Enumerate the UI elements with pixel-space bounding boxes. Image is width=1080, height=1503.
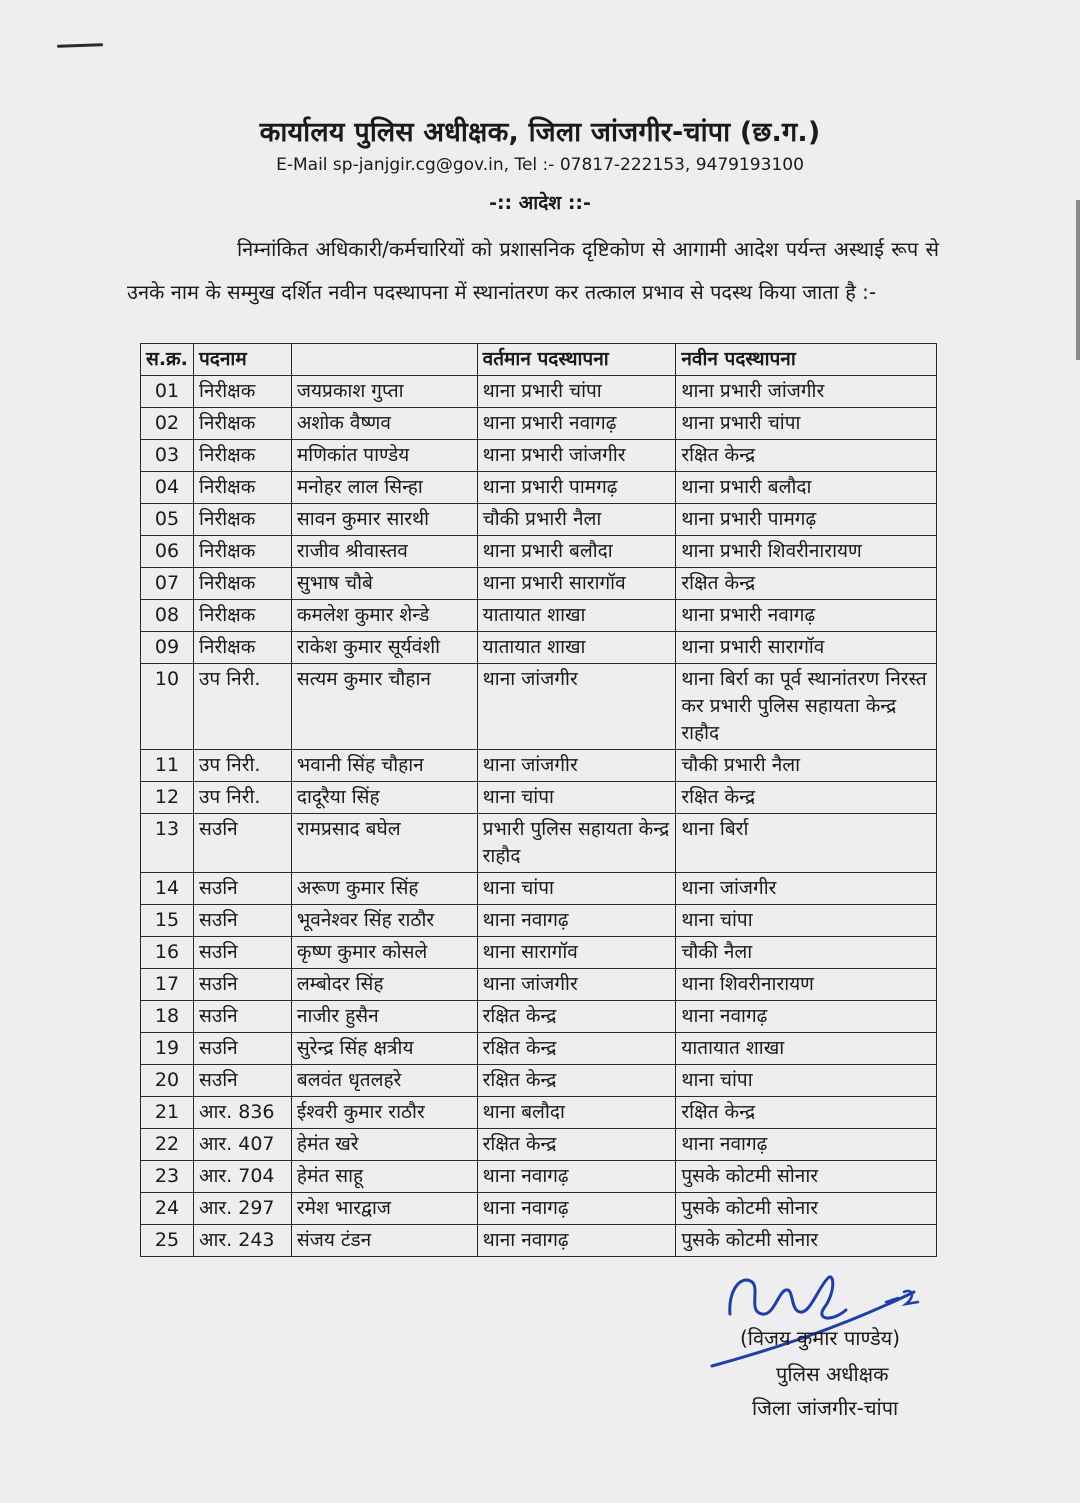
designation: निरीक्षक <box>193 504 291 536</box>
officer-name: कमलेश कुमार शेन्डे <box>291 600 477 632</box>
officer-name: सावन कुमार सारथी <box>291 504 477 536</box>
current-posting: रक्षित केन्द्र <box>477 1129 676 1161</box>
table-row <box>141 873 937 905</box>
new-posting: थाना प्रभारी शिवरीनारायण <box>676 536 937 568</box>
designation: निरीक्षक <box>193 568 291 600</box>
table-row <box>141 408 937 440</box>
new-posting: पुसके कोटमी सोनार <box>676 1161 937 1193</box>
table-row <box>141 782 937 814</box>
serial-number: 22 <box>141 1129 194 1161</box>
current-posting: थाना नवागढ़ <box>477 1193 676 1225</box>
designation: आर. 836 <box>193 1097 291 1129</box>
header-name <box>291 344 477 376</box>
serial-number: 19 <box>141 1033 194 1065</box>
officer-name: भूवनेश्वर सिंह राठौर <box>291 905 477 937</box>
designation: निरीक्षक <box>193 472 291 504</box>
header-current-posting: वर्तमान पदस्थापना <box>477 344 676 376</box>
current-posting: थाना नवागढ़ <box>477 1161 676 1193</box>
designation: सउनि <box>193 814 291 873</box>
serial-number: 21 <box>141 1097 194 1129</box>
designation: उप निरी. <box>193 664 291 750</box>
serial-number: 12 <box>141 782 194 814</box>
designation: उप निरी. <box>193 782 291 814</box>
new-posting: रक्षित केन्द्र <box>676 1097 937 1129</box>
current-posting: थाना चांपा <box>477 782 676 814</box>
table-row <box>141 814 937 873</box>
new-posting: थाना प्रभारी चांपा <box>676 408 937 440</box>
new-posting: थाना नवागढ़ <box>676 1129 937 1161</box>
new-posting: रक्षित केन्द्र <box>676 440 937 472</box>
table-row <box>141 1161 937 1193</box>
officer-name: सत्यम कुमार चौहान <box>291 664 477 750</box>
signer-name: (विजय कुमार पाण्डेय) <box>740 1326 901 1350</box>
table-row <box>141 1193 937 1225</box>
current-posting: थाना प्रभारी चांपा <box>477 376 676 408</box>
new-posting: थाना प्रभारी नवागढ़ <box>676 600 937 632</box>
contact-line: E-Mail sp-janjgir.cg@gov.in, Tel :- 07817-222153, 9479193100 <box>276 155 804 175</box>
designation: सउनि <box>193 873 291 905</box>
officer-name: मणिकांत पाण्डेय <box>291 440 477 472</box>
serial-number: 18 <box>141 1001 194 1033</box>
table-row <box>141 568 937 600</box>
officer-name: दादूरैया सिंह <box>291 782 477 814</box>
serial-number: 05 <box>141 504 194 536</box>
serial-number: 02 <box>141 408 194 440</box>
officer-name: राकेश कुमार सूर्यवंशी <box>291 632 477 664</box>
order-heading: -:: आदेश ::- <box>489 192 591 214</box>
designation: आर. 297 <box>193 1193 291 1225</box>
new-posting: थाना चांपा <box>676 905 937 937</box>
current-posting: थाना जांजगीर <box>477 750 676 782</box>
table-row <box>141 536 937 568</box>
table-row <box>141 600 937 632</box>
new-posting: पुसके कोटमी सोनार <box>676 1193 937 1225</box>
current-posting: थाना चांपा <box>477 873 676 905</box>
officer-name: ईश्वरी कुमार राठौर <box>291 1097 477 1129</box>
serial-number: 20 <box>141 1065 194 1097</box>
new-posting: थाना प्रभारी पामगढ़ <box>676 504 937 536</box>
officer-name: संजय टंडन <box>291 1225 477 1257</box>
designation: निरीक्षक <box>193 376 291 408</box>
office-title: कार्यालय पुलिस अधीक्षक, जिला जांजगीर-चांपा (छ.ग.) <box>259 117 821 148</box>
signer-district: जिला जांजगीर-चांपा <box>752 1396 899 1420</box>
officer-name: रामप्रसाद बघेल <box>291 814 477 873</box>
current-posting: थाना जांजगीर <box>477 664 676 750</box>
officer-name: सुरेन्द्र सिंह क्षत्रीय <box>291 1033 477 1065</box>
serial-number: 16 <box>141 937 194 969</box>
designation: निरीक्षक <box>193 536 291 568</box>
designation: निरीक्षक <box>193 408 291 440</box>
table-row <box>141 664 937 750</box>
current-posting: थाना प्रभारी बलौदा <box>477 536 676 568</box>
officer-name: लम्बोदर सिंह <box>291 969 477 1001</box>
current-posting: थाना प्रभारी सारागॉव <box>477 568 676 600</box>
designation: सउनि <box>193 937 291 969</box>
serial-number: 14 <box>141 873 194 905</box>
officer-name: हेमंत खरे <box>291 1129 477 1161</box>
table-row <box>141 1033 937 1065</box>
serial-number: 01 <box>141 376 194 408</box>
designation: आर. 704 <box>193 1161 291 1193</box>
officer-name: बलवंत धृतलहरे <box>291 1065 477 1097</box>
table-row <box>141 1129 937 1161</box>
scan-mark <box>57 43 103 48</box>
signature-block <box>700 1262 980 1472</box>
serial-number: 17 <box>141 969 194 1001</box>
serial-number: 13 <box>141 814 194 873</box>
designation: उप निरी. <box>193 750 291 782</box>
header-designation: पदनाम <box>193 344 291 376</box>
new-posting: थाना शिवरीनारायण <box>676 969 937 1001</box>
serial-number: 07 <box>141 568 194 600</box>
new-posting: थाना प्रभारी बलौदा <box>676 472 937 504</box>
table-row <box>141 1001 937 1033</box>
designation: निरीक्षक <box>193 440 291 472</box>
officer-name: अरूण कुमार सिंह <box>291 873 477 905</box>
new-posting: थाना बिर्रा <box>676 814 937 873</box>
serial-number: 23 <box>141 1161 194 1193</box>
designation: आर. 407 <box>193 1129 291 1161</box>
table-row <box>141 937 937 969</box>
serial-number: 09 <box>141 632 194 664</box>
table-header-row <box>141 344 937 376</box>
new-posting: पुसके कोटमी सोनार <box>676 1225 937 1257</box>
header-new-posting: नवीन पदस्थापना <box>676 344 937 376</box>
table-row <box>141 376 937 408</box>
current-posting: थाना जांजगीर <box>477 969 676 1001</box>
officer-name: कृष्ण कुमार कोसले <box>291 937 477 969</box>
serial-number: 03 <box>141 440 194 472</box>
header-serial: स.क्र. <box>141 344 194 376</box>
new-posting: थाना प्रभारी जांजगीर <box>676 376 937 408</box>
current-posting: यातायात शाखा <box>477 632 676 664</box>
intro-paragraph: निम्नांकित अधिकारी/कर्मचारियों को प्रशासनिक दृष्टिकोण से आगामी आदेश पर्यन्त अस्थाई रूप से उनके नाम के सम्मुख दर्शित नवीन पदस्थापना में स्थानांतरण कर तत्काल प्रभाव से पदस्थ किया जाता है :- <box>127 237 939 304</box>
table-row <box>141 472 937 504</box>
current-posting: रक्षित केन्द्र <box>477 1001 676 1033</box>
officer-name: अशोक वैष्णव <box>291 408 477 440</box>
designation: निरीक्षक <box>193 632 291 664</box>
new-posting: थाना प्रभारी सारागॉव <box>676 632 937 664</box>
letterhead <box>0 112 1080 215</box>
table-row <box>141 632 937 664</box>
table-row <box>141 1225 937 1257</box>
new-posting: थाना नवागढ़ <box>676 1001 937 1033</box>
new-posting: रक्षित केन्द्र <box>676 568 937 600</box>
new-posting: थाना बिर्रा का पूर्व स्थानांतरण निरस्त कर प्रभारी पुलिस सहायता केन्द्र राहौद <box>676 664 937 750</box>
table-row <box>141 440 937 472</box>
serial-number: 24 <box>141 1193 194 1225</box>
serial-number: 04 <box>141 472 194 504</box>
table-row <box>141 1097 937 1129</box>
edge-shadow <box>1076 200 1080 360</box>
table-body <box>141 376 937 1257</box>
designation: सउनि <box>193 1033 291 1065</box>
serial-number: 25 <box>141 1225 194 1257</box>
designation: सउनि <box>193 969 291 1001</box>
current-posting: थाना नवागढ़ <box>477 1225 676 1257</box>
officer-name: रमेश भारद्वाज <box>291 1193 477 1225</box>
transfer-table <box>140 343 937 1257</box>
table-row <box>141 504 937 536</box>
table-row <box>141 905 937 937</box>
designation: सउनि <box>193 1065 291 1097</box>
table-row <box>141 750 937 782</box>
serial-number: 08 <box>141 600 194 632</box>
serial-number: 06 <box>141 536 194 568</box>
handwritten-signature <box>700 1262 980 1372</box>
serial-number: 11 <box>141 750 194 782</box>
officer-name: राजीव श्रीवास्तव <box>291 536 477 568</box>
new-posting: चौकी नैला <box>676 937 937 969</box>
current-posting: थाना प्रभारी नवागढ़ <box>477 408 676 440</box>
table-row <box>141 969 937 1001</box>
officer-name: भवानी सिंह चौहान <box>291 750 477 782</box>
designation: निरीक्षक <box>193 600 291 632</box>
officer-name: जयप्रकाश गुप्ता <box>291 376 477 408</box>
officer-name: मनोहर लाल सिन्हा <box>291 472 477 504</box>
current-posting: थाना प्रभारी जांजगीर <box>477 440 676 472</box>
new-posting: चौकी प्रभारी नैला <box>676 750 937 782</box>
designation: सउनि <box>193 1001 291 1033</box>
new-posting: रक्षित केन्द्र <box>676 782 937 814</box>
new-posting: थाना जांजगीर <box>676 873 937 905</box>
designation: सउनि <box>193 905 291 937</box>
current-posting: थाना प्रभारी पामगढ़ <box>477 472 676 504</box>
current-posting: रक्षित केन्द्र <box>477 1033 676 1065</box>
current-posting: चौकी प्रभारी नैला <box>477 504 676 536</box>
serial-number: 15 <box>141 905 194 937</box>
current-posting: रक्षित केन्द्र <box>477 1065 676 1097</box>
new-posting: थाना चांपा <box>676 1065 937 1097</box>
current-posting: प्रभारी पुलिस सहायता केन्द्र राहौद <box>477 814 676 873</box>
table-row <box>141 1065 937 1097</box>
officer-name: हेमंत साहू <box>291 1161 477 1193</box>
serial-number: 10 <box>141 664 194 750</box>
current-posting: यातायात शाखा <box>477 600 676 632</box>
signer-designation: पुलिस अधीक्षक <box>776 1362 889 1386</box>
current-posting: थाना सारागॉव <box>477 937 676 969</box>
officer-name: नाजीर हुसैन <box>291 1001 477 1033</box>
designation: आर. 243 <box>193 1225 291 1257</box>
current-posting: थाना बलौदा <box>477 1097 676 1129</box>
current-posting: थाना नवागढ़ <box>477 905 676 937</box>
new-posting: यातायात शाखा <box>676 1033 937 1065</box>
officer-name: सुभाष चौबे <box>291 568 477 600</box>
